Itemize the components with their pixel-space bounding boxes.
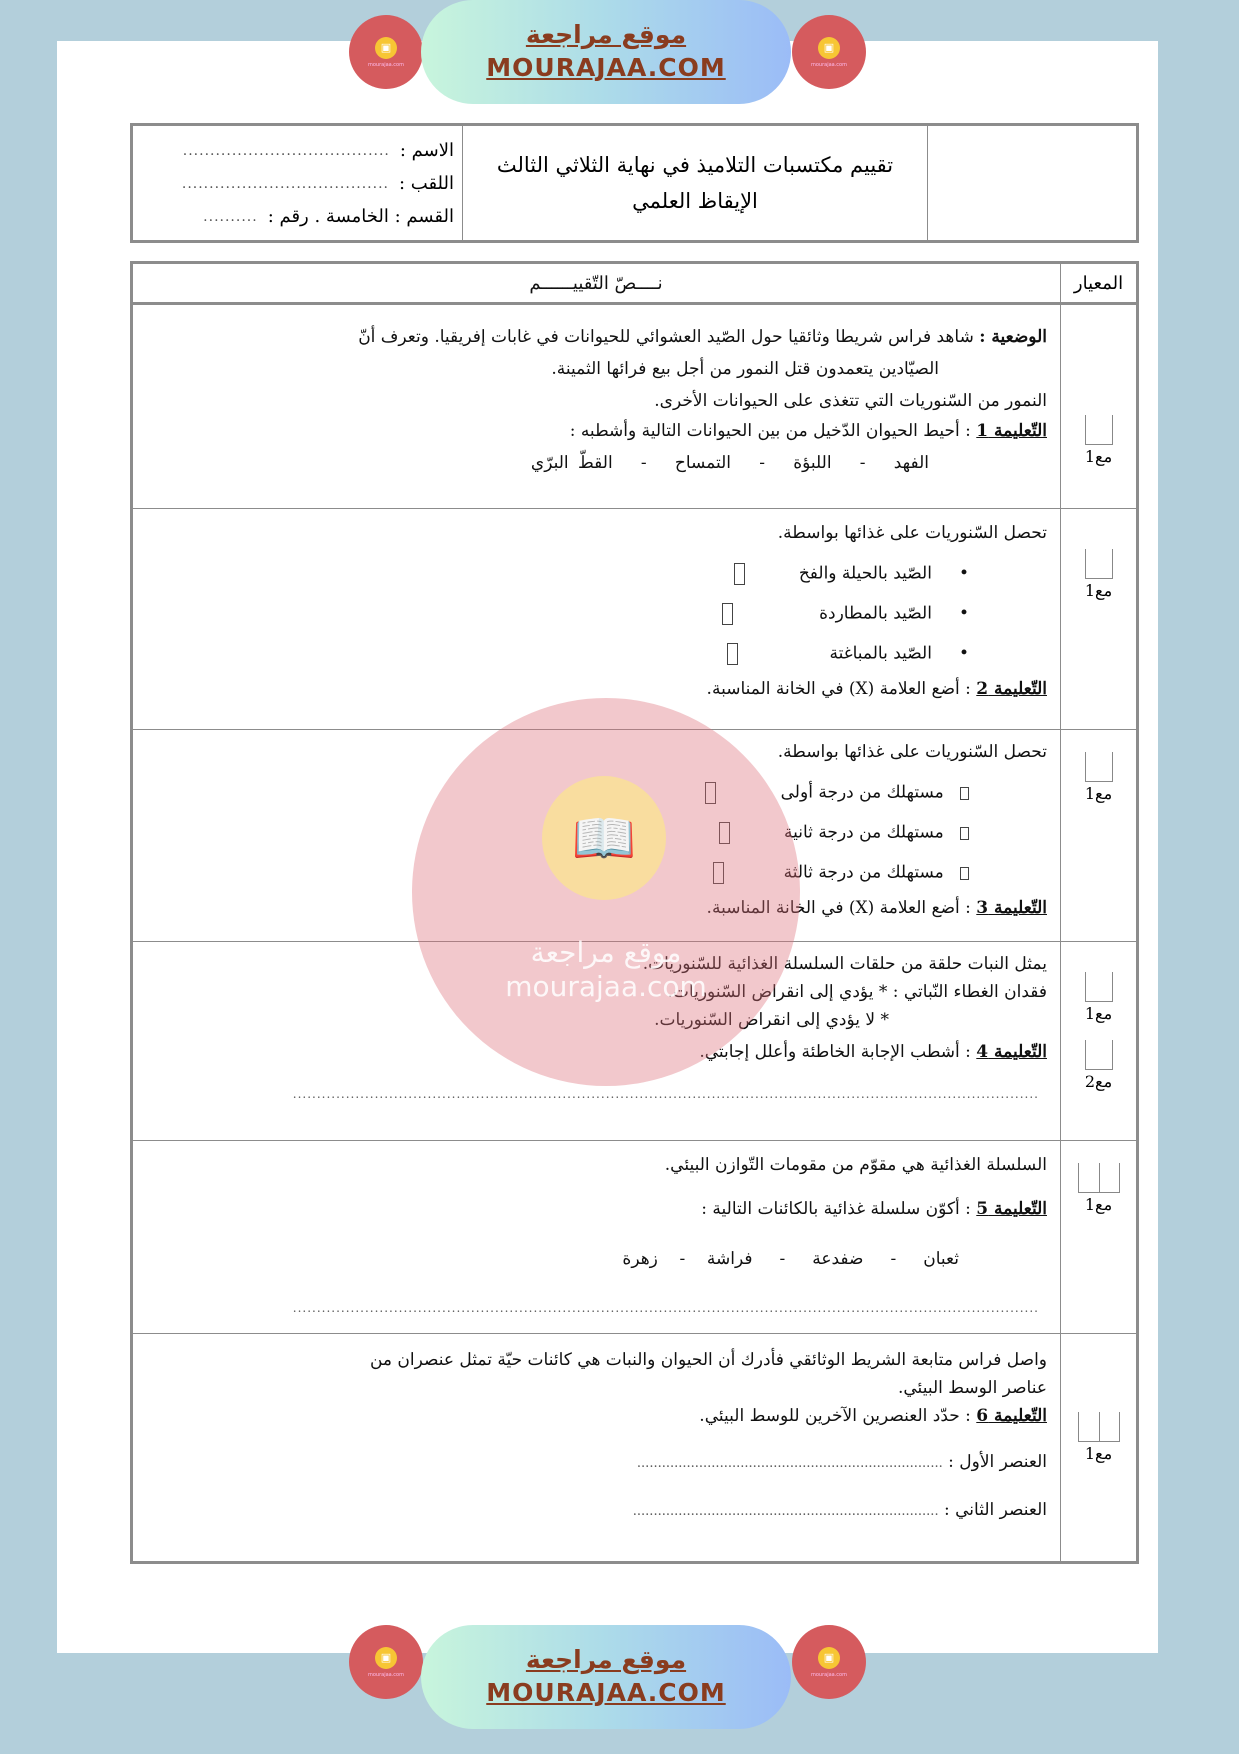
animal-item[interactable]: القطّ البرّي	[530, 453, 613, 473]
checkbox[interactable]	[719, 822, 730, 844]
criterion-mark[interactable]: مع1	[1085, 415, 1113, 466]
book-icon: ▣	[375, 37, 397, 59]
answer-line[interactable]: ...........................................................................................................................................................	[292, 1301, 1039, 1315]
brand-arabic: موقع مراجعة	[525, 1645, 687, 1674]
brand-badge-bottom-left: ▣ mourajaa.com	[349, 1625, 423, 1699]
section-6: واصل فراس متابعة الشريط الوثائقي فأدرك أن الحيوان والنبات هي كائنات حيّة تمثل عنصران من عناصر الوسط البيئي. التّعليمة 6 : حدّد العنصرين الآخرين للوسط البيئي. العنصر الأول : .......................................................................... العنصر الثاني : .......................................................................... مع1	[133, 1334, 1136, 1561]
criterion-mark[interactable]: مع2	[1085, 1040, 1113, 1091]
student-info	[133, 126, 463, 240]
section-3: تحصل السّنوريات على غذائها بواسطة. مستهلك من درجة أولى مستهلك من درجة ثانية مستهلك من درجة ثالثة التّعليمة 3 : أضع العلامة (X) في الخانة المناسبة. مع1	[133, 730, 1136, 942]
animal-list: الفهد - اللبؤة - التمساح - القطّ البرّي	[530, 453, 929, 473]
col-header-criterion: المعيار	[1060, 264, 1136, 302]
criterion-mark[interactable]: مع1	[1085, 549, 1113, 600]
section-4: يمثل النبات حلقة من حلقات السلسلة الغذائية للسّنوريات. فقدان الغطاء النّباتي : * يؤدي إلى انقراض السّنوريات. * لا يؤدي إلى انقراض السّنوريات. التّعليمة 4 : أشطب الإجابة الخاطئة وأعلل إجابتي. ........................................................................................................................................................... مع1 مع2	[133, 942, 1136, 1141]
brand-badge-top-right: ▣ mourajaa.com	[792, 15, 866, 89]
header-table	[130, 123, 1139, 243]
second-element-field[interactable]: العنصر الثاني : ..........................................................................	[632, 1500, 1047, 1520]
section-5: السلسلة الغذائية هي مقوّم من مقومات التّوازن البيئي. التّعليمة 5 : أكوّن سلسلة غذائية بالكائنات التالية : ثعبان - ضفدعة - فراشة - زهرة ........................................................................................................................................................... مع1	[133, 1141, 1136, 1334]
animal-item[interactable]: الفهد	[893, 453, 929, 473]
brand-latin: MOURAJAA.COM	[486, 1678, 726, 1707]
option-row: • الصّيد بالحيلة والفخ	[734, 563, 969, 585]
first-element-field[interactable]: العنصر الأول : ..........................................................................	[636, 1452, 1047, 1472]
section-2: تحصل السّنوريات على غذائها بواسطة. • الصّيد بالحيلة والفخ • الصّيد بالمطاردة • الصّيد بالمباغتة التّعليمة 2 : أضع العلامة (X) في الخانة المناسبة. مع1	[133, 509, 1136, 730]
book-icon: 📖	[542, 776, 666, 900]
criterion-mark[interactable]: مع1	[1085, 972, 1113, 1023]
book-icon: ▣	[818, 37, 840, 59]
exam-title: تقييم مكتسبات التلاميذ في نهاية الثلاثي الثالث الإيقاظ العلمي	[463, 126, 928, 240]
option-row: مستهلك من درجة أولى	[705, 782, 969, 804]
checkbox[interactable]	[727, 643, 738, 665]
brand-arabic: موقع مراجعة	[525, 20, 687, 49]
header-blank-cell	[928, 126, 1136, 240]
surname-field[interactable]: اللقب : ......................................	[181, 173, 454, 194]
section-1: الوضعية : شاهد فراس شريطا وثائقيا حول الصّيد العشوائي للحيوانات في غابات إفريقيا. وتعرف أنّ الصيّادين يتعمدون قتل النمور من أجل بيع فرائها الثمينة. النمور من السّنوريات التي تتغذى على الحيوانات الأخرى. التّعليمة 1 : أحيط الحيوان الدّخيل من بين الحيوانات التالية وأشطبه : الفهد - اللبؤة - التمساح - القطّ البرّي مع1	[133, 305, 1136, 509]
option-row: • الصّيد بالمباغتة	[727, 643, 969, 665]
name-field[interactable]: الاسم : ......................................	[182, 140, 454, 161]
assessment-table	[130, 261, 1139, 1564]
book-icon: ▣	[818, 1647, 840, 1669]
criterion-mark[interactable]: مع1	[1085, 752, 1113, 803]
watermark: 📖 موقع مراجعة mourajaa.com	[412, 698, 800, 1086]
brand-latin: MOURAJAA.COM	[486, 53, 726, 82]
checkbox[interactable]	[734, 563, 745, 585]
checkbox[interactable]	[713, 862, 724, 884]
class-field[interactable]: القسم : الخامسة . رقم : ..........	[203, 206, 454, 227]
organism-list: ثعبان - ضفدعة - فراشة - زهرة	[622, 1249, 959, 1269]
answer-line[interactable]: ...........................................................................................................................................................	[292, 1087, 1039, 1101]
brand-badge-top-left: ▣ mourajaa.com	[349, 15, 423, 89]
book-icon: ▣	[375, 1647, 397, 1669]
animal-item[interactable]: اللبؤة	[793, 453, 832, 473]
checkbox[interactable]	[722, 603, 733, 625]
col-header-text: نــــصّ التّقييــــــم	[529, 272, 663, 294]
option-row: مستهلك من درجة ثانية	[719, 822, 969, 844]
table-header-row	[133, 264, 1136, 305]
option-row: • الصّيد بالمطاردة	[722, 603, 969, 625]
animal-item[interactable]: التمساح	[674, 453, 732, 473]
brand-badge-bottom-right: ▣ mourajaa.com	[792, 1625, 866, 1699]
brand-banner-top[interactable]	[421, 0, 791, 104]
option-row: مستهلك من درجة ثالثة	[713, 862, 969, 884]
brand-banner-bottom[interactable]	[421, 1625, 791, 1729]
checkbox[interactable]	[705, 782, 716, 804]
criterion-mark[interactable]: مع1	[1078, 1163, 1120, 1214]
criterion-mark[interactable]: مع1	[1078, 1412, 1120, 1463]
